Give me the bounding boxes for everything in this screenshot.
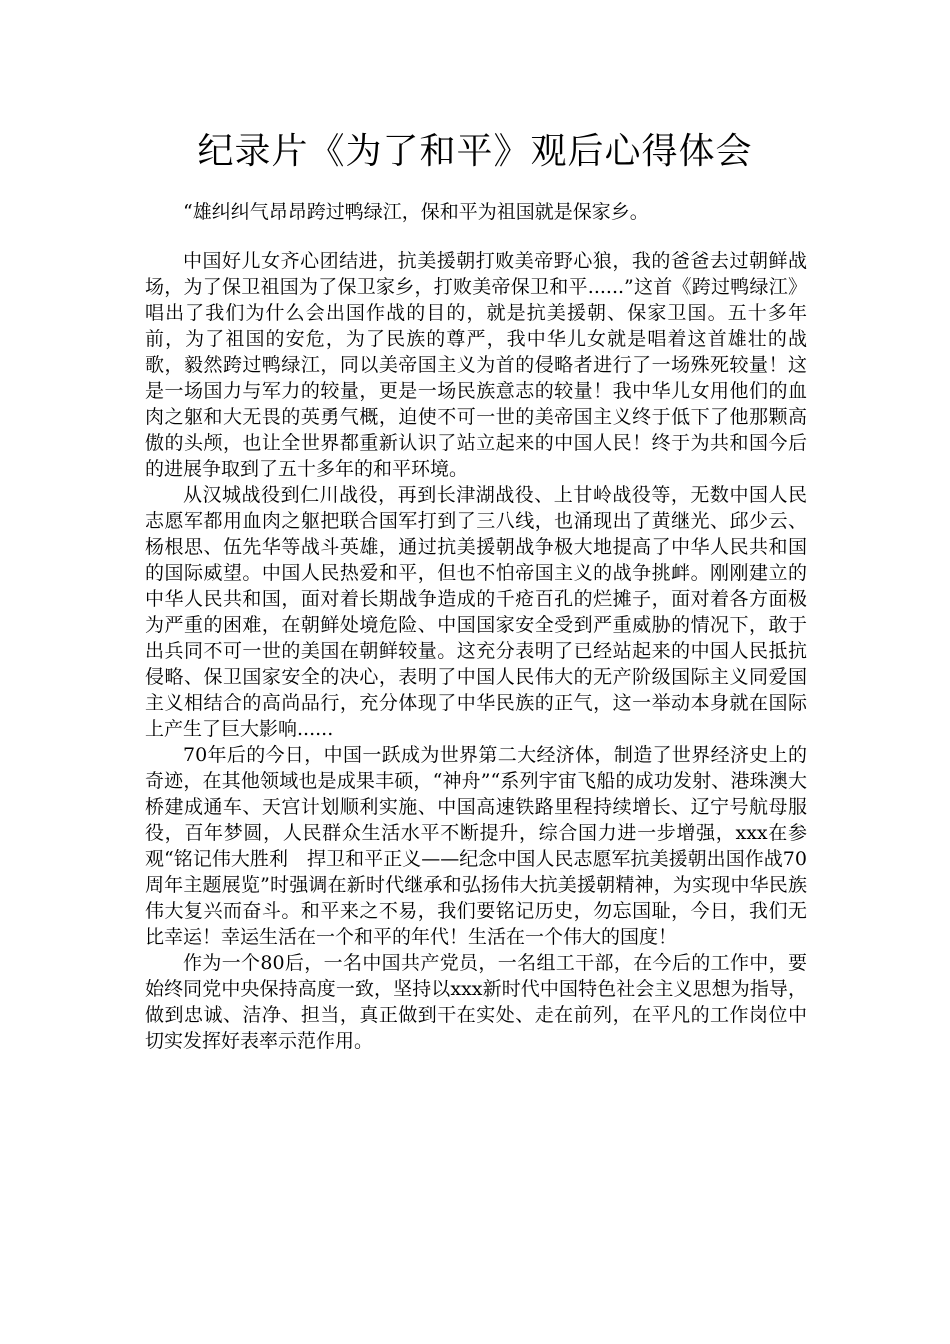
page-title: 纪录片《为了和平》观后心得体会 [197,131,753,172]
intro-paragraph [145,199,807,225]
paragraph-4: 作为一个80后，一名中国共产党员，一名组工干部，在今后的工作中，要始终同党中央保持高度一致，坚持以xxx新时代中国特色社会主义思想为指导，做到忠诚、洁净、担当，真正做到干在实处、走在前列，在平凡的工作岗位中切实发挥好表率示范作用。 [145,952,807,1052]
body-content [145,248,807,1054]
paragraph-2: 从汉城战役到仁川战役，再到长津湖战役、上甘岭战役等，无数中国人民志愿军都用血肉之躯把联合国军打到了三八线，也涌现出了黄继光、邱少云、杨根思、伍先华等战斗英雄，通过抗美援朝战争极大地提高了中华人民共和国的国际威望。中国人民热爱和平，但也不怕帝国主义的战争挑衅。刚刚建立的中华人民共和国，面对着长期战争造成的千疮百孔的烂摊子，面对着各方面极为严重的困难，在朝鲜处境危险、中国国家安全受到严重威胁的情况下，敢于出兵同不可一世的美国在朝鲜较量。这充分表明了已经站起来的中国人民抵抗侵略、保卫国家安全的决心，表明了中国人民伟大的无产阶级国际主义同爱国主义相结合的高尚品行，充分体现了中华民族的正气，这一举动本身就在国际上产生了巨大影响...... [145,484,807,740]
intro-text: “雄纠纠气昂昂跨过鸭绿江，保和平为祖国就是保家乡。 [183,201,649,223]
paragraph-3: 70年后的今日，中国一跃成为世界第二大经济体，制造了世界经济史上的奇迹，在其他领域也是成果丰硕，“神舟”“系列宇宙飞船的成功发射、港珠澳大桥建成通车、天宫计划顺利实施、中国高速铁路里程持续增长、辽宁号航母服役，百年梦圆，人民群众生活水平不断提升，综合国力进一步增强，xxx在参观“铭记伟大胜利 捍卫和平正义——纪念中国人民志愿军抗美援朝出国作战70周年主题展览”时强调在新时代继承和弘扬伟大抗美援朝精神，为实现中华民族伟大复兴而奋斗。和平来之不易，我们要铭记历史，勿忘国耻，今日，我们无比幸运！幸运生活在一个和平的年代！生活在一个伟大的国度！ [145,744,807,948]
paragraph-1: 中国好儿女齐心团结进，抗美援朝打败美帝野心狼，我的爸爸去过朝鲜战场，为了保卫祖国为了保卫家乡，打败美帝保卫和平......”这首《跨过鸭绿江》唱出了我们为什么会出国作战的目的，就是抗美援朝、保家卫国。五十多年前，为了祖国的安危，为了民族的尊严，我中华儿女就是唱着这首雄壮的战歌，毅然跨过鸭绿江，同以美帝国主义为首的侵略者进行了一场殊死较量！这是一场国力与军力的较量，更是一场民族意志的较量！我中华儿女用他们的血肉之躯和大无畏的英勇气概，迫使不可一世的美帝国主义终于低下了他那颗高傲的头颅，也让全世界都重新认识了站立起来的中国人民！终于为共和国今后的进展争取到了五十多年的和平环境。 [145,250,807,480]
